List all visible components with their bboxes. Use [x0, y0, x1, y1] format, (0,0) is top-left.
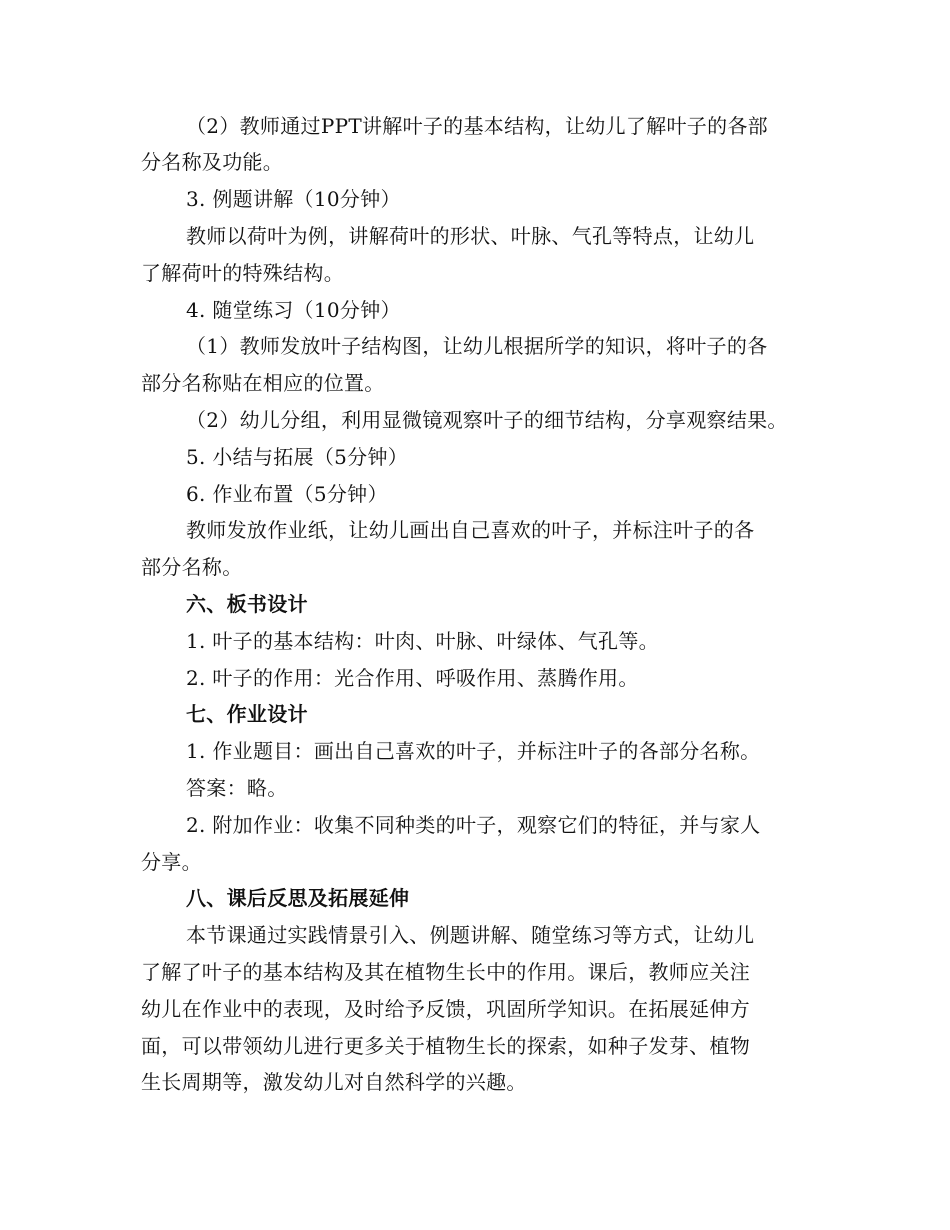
- paragraph-line: （2）教师通过PPT讲解叶子的基本结构，让幼儿了解叶子的各部: [186, 114, 768, 138]
- list-item: 3. 例题讲解（10分钟）: [186, 187, 401, 211]
- paragraph-line: 面，可以带领幼儿进行更多关于植物生长的探索，如种子发芽、植物: [141, 1034, 750, 1058]
- paragraph-line: 部分名称贴在相应的位置。: [141, 371, 385, 395]
- list-item: 4. 随堂练习（10分钟）: [186, 298, 401, 322]
- list-item: 2. 附加作业：收集不同种类的叶子，观察它们的特征，并与家人: [186, 813, 761, 837]
- paragraph-line: 部分名称。: [141, 555, 243, 579]
- paragraph-line: 幼儿在作业中的表现，及时给予反馈，巩固所学知识。在拓展延伸方: [141, 997, 750, 1021]
- section-heading: 八、课后反思及拓展延伸: [186, 886, 410, 910]
- paragraph-line: 教师发放作业纸，让幼儿画出自己喜欢的叶子，并标注叶子的各: [186, 518, 755, 542]
- paragraph-line: 了解荷叶的特殊结构。: [141, 261, 344, 285]
- list-item: 2. 叶子的作用：光合作用、呼吸作用、蒸腾作用。: [186, 666, 639, 690]
- list-item: 5. 小结与拓展（5分钟）: [186, 445, 409, 469]
- paragraph-line: （1）教师发放叶子结构图，让幼儿根据所学的知识，将叶子的各: [186, 334, 768, 358]
- paragraph-line: 教师以荷叶为例，讲解荷叶的形状、叶脉、气孔等特点，让幼儿: [186, 224, 755, 248]
- answer-line: 答案：略。: [186, 776, 288, 800]
- paragraph-line: 生长周期等，激发幼儿对自然科学的兴趣。: [141, 1070, 527, 1094]
- list-item: 6. 作业布置（5分钟）: [186, 482, 388, 506]
- paragraph-line: 分享。: [141, 850, 202, 874]
- section-heading: 七、作业设计: [186, 702, 308, 726]
- paragraph-line: 了解了叶子的基本结构及其在植物生长中的作用。课后，教师应关注: [141, 960, 750, 984]
- paragraph-line: （2）幼儿分组，利用显微镜观察叶子的细节结构，分享观察结果。: [186, 408, 788, 432]
- paragraph-line: 本节课通过实践情景引入、例题讲解、随堂练习等方式，让幼儿: [186, 923, 755, 947]
- paragraph-line: 分名称及功能。: [141, 150, 284, 174]
- list-item: 1. 作业题目：画出自己喜欢的叶子，并标注叶子的各部分名称。: [186, 739, 761, 763]
- section-heading: 六、板书设计: [186, 592, 308, 616]
- list-item: 1. 叶子的基本结构：叶肉、叶脉、叶绿体、气孔等。: [186, 629, 659, 653]
